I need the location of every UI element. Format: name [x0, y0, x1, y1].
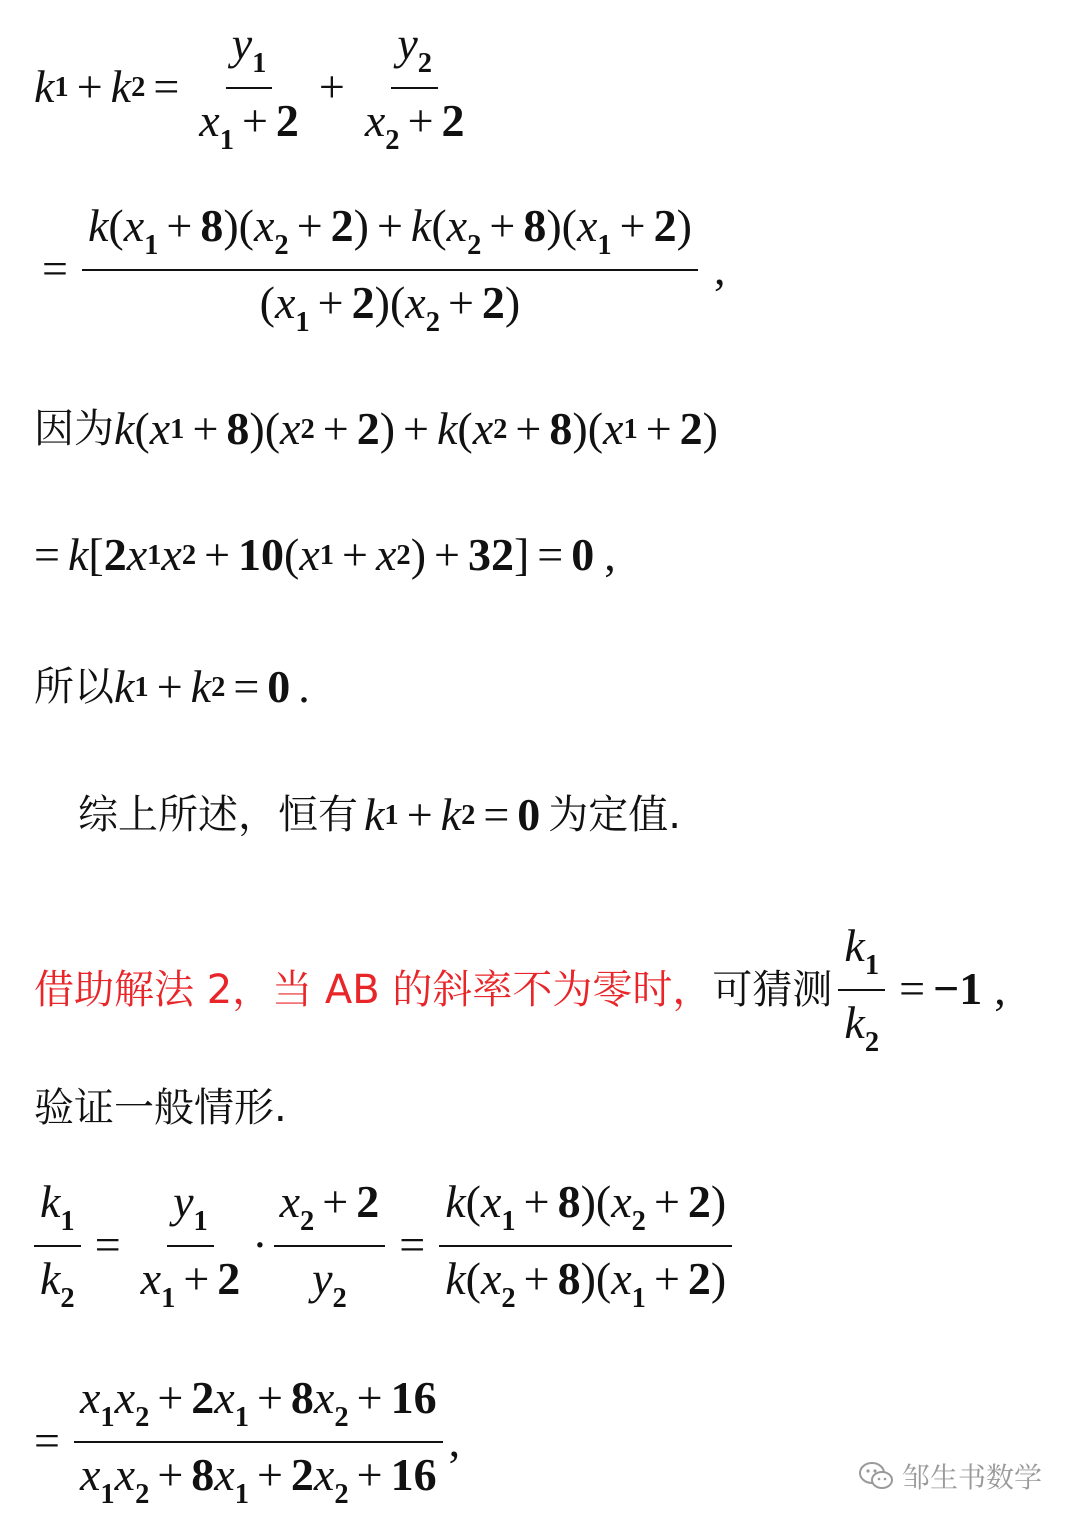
chinese-text: 因为: [34, 406, 114, 453]
math-symbol: k: [364, 789, 385, 840]
math-symbol: k: [87, 200, 109, 251]
subscript: 2: [60, 1282, 75, 1314]
subscript: 1: [60, 1205, 75, 1237]
math-symbol: =: [399, 1219, 426, 1271]
math-symbol: 2: [103, 529, 127, 580]
math-symbol: 2: [356, 403, 380, 454]
math-symbol: ): [504, 276, 521, 328]
math-symbol: 8: [290, 1372, 314, 1423]
math-symbol: x: [611, 1252, 632, 1304]
subscript: 2: [425, 306, 440, 338]
subscript: 1: [54, 71, 69, 103]
math-symbol: ): [374, 276, 390, 328]
math-symbol: x: [364, 94, 386, 146]
math-symbol: +: [241, 94, 268, 146]
math-symbol: 8: [557, 1252, 581, 1304]
math-symbol: 2: [687, 1252, 711, 1304]
math-symbol: y: [397, 18, 418, 69]
subscript: 2: [461, 799, 476, 831]
subscript: 2: [274, 229, 289, 261]
subscript: 1: [631, 1282, 646, 1314]
chinese-text: 所以: [34, 664, 114, 711]
subscript: 2: [300, 1205, 315, 1237]
math-symbol: x: [280, 403, 301, 454]
denominator: [34, 1247, 81, 1316]
denominator: [74, 1443, 443, 1512]
fraction: [359, 18, 471, 157]
denominator: [254, 271, 527, 340]
watermark: [858, 1456, 1042, 1496]
subscript: 2: [385, 124, 400, 156]
math-symbol: (: [431, 200, 447, 251]
math-symbol: 2: [653, 200, 677, 251]
subscript: 1: [252, 47, 267, 79]
subscript: 2: [467, 229, 482, 261]
math-symbol: 8: [523, 200, 547, 251]
math-symbol: ): [410, 529, 427, 580]
math-symbol: 2: [351, 276, 375, 328]
math-symbol: x: [313, 1372, 335, 1423]
math-symbol: =: [537, 529, 564, 580]
math-symbol: ): [223, 200, 239, 251]
math-symbol: ): [353, 200, 369, 251]
subscript: 2: [501, 1282, 516, 1314]
math-symbol: +: [523, 1252, 550, 1304]
math-symbol: x: [279, 1176, 301, 1227]
math-symbol: +: [76, 61, 103, 113]
math-symbol: 8: [200, 200, 224, 251]
subscript: 1: [623, 413, 638, 445]
math-symbol: x: [79, 1448, 101, 1500]
math-symbol: x: [126, 529, 148, 580]
math-symbol: 0: [571, 529, 595, 580]
math-symbol: k: [440, 789, 462, 840]
math-symbol: k: [67, 529, 89, 580]
chinese-text: 综上所述，恒有: [78, 792, 358, 839]
math-symbol: k: [445, 1252, 466, 1304]
math-symbol: +: [447, 276, 474, 328]
math-symbol: x: [140, 1252, 162, 1304]
math-symbol: +: [156, 661, 183, 712]
math-symbol: =: [153, 61, 180, 113]
math-symbol: y: [173, 1176, 194, 1227]
subscript: 1: [134, 671, 149, 703]
math-symbol: x: [199, 94, 220, 146]
math-symbol: =: [899, 963, 926, 1015]
math-symbol: (: [134, 403, 150, 454]
fraction: [274, 1176, 386, 1315]
subscript: 2: [181, 539, 197, 571]
math-symbol: (: [238, 200, 254, 251]
wechat-icon: [858, 1461, 894, 1491]
math-symbol: 2: [687, 1176, 711, 1227]
watermark-text: 邹生书数学: [901, 1461, 1042, 1494]
math-symbol: 2: [441, 94, 465, 146]
math-symbol: +: [157, 1372, 184, 1423]
subscript: 1: [170, 413, 185, 445]
subscript: 1: [100, 1478, 115, 1510]
math-symbol: 2: [481, 276, 505, 328]
chinese-text: 可猜测: [712, 966, 833, 1013]
numerator: [274, 1176, 386, 1247]
math-symbol: x: [480, 1176, 502, 1227]
numerator: [391, 18, 438, 89]
equation-line-1: [34, 18, 477, 157]
subscript: 2: [131, 71, 146, 103]
math-symbol: x: [214, 1372, 235, 1423]
math-symbol: ): [572, 403, 588, 454]
subscript: 1: [193, 1205, 208, 1237]
math-symbol: (: [465, 1176, 481, 1227]
math-symbol: .: [298, 661, 310, 712]
math-symbol: +: [653, 1252, 680, 1304]
math-symbol: +: [515, 403, 542, 454]
math-symbol: =: [94, 1219, 121, 1271]
math-symbol: +: [406, 789, 433, 840]
math-symbol: =: [34, 1415, 60, 1467]
subscript: 2: [135, 1478, 150, 1510]
math-symbol: ,: [604, 529, 616, 580]
denominator: [359, 89, 471, 158]
equation-line-2: [34, 200, 725, 339]
subscript: 1: [147, 539, 162, 571]
math-symbol: (: [389, 276, 406, 328]
math-symbol: (: [595, 1176, 612, 1227]
math-symbol: (: [259, 276, 275, 328]
math-symbol: +: [256, 1448, 283, 1500]
math-symbol: x: [214, 1448, 235, 1500]
math-symbol: +: [645, 403, 672, 454]
math-symbol: 8: [191, 1448, 215, 1500]
math-symbol: +: [523, 1176, 550, 1227]
math-symbol: x: [472, 403, 494, 454]
math-symbol: k: [436, 403, 458, 454]
math-symbol: x: [611, 1176, 632, 1227]
math-symbol: 2: [290, 1448, 314, 1500]
math-symbol: k: [40, 1176, 61, 1227]
math-symbol: +: [619, 200, 646, 251]
math-symbol: ,: [448, 1415, 461, 1467]
conjecture-line: [34, 920, 1006, 1059]
math-symbol: 32: [467, 529, 514, 580]
math-symbol: +: [489, 200, 516, 251]
verify-line: [34, 1086, 287, 1130]
subscript: 1: [234, 1401, 249, 1433]
math-symbol: ,: [994, 963, 1006, 1015]
math-symbol: +: [192, 403, 219, 454]
subscript: 2: [334, 1478, 349, 1510]
math-symbol: x: [313, 1448, 335, 1500]
numerator: [82, 200, 698, 271]
numerator: [439, 1176, 732, 1247]
math-symbol: ): [710, 1252, 727, 1304]
chinese-text: 为定值.: [548, 792, 681, 839]
fraction: [439, 1176, 732, 1315]
math-symbol: 10: [238, 529, 285, 580]
math-symbol: x: [299, 529, 320, 580]
math-symbol: (: [465, 1252, 481, 1304]
subscript: 2: [334, 1401, 349, 1433]
math-symbol: (: [457, 403, 473, 454]
math-symbol: 8: [549, 403, 573, 454]
math-symbol: 16: [390, 1372, 437, 1423]
math-symbol: k: [445, 1176, 466, 1227]
math-symbol: 2: [679, 403, 703, 454]
math-symbol: ]: [513, 529, 530, 580]
subscript: 1: [319, 539, 335, 571]
subscript: 1: [384, 799, 399, 831]
conclusion-line: [78, 790, 681, 841]
highlight-text: 借助解法 2，当 AB 的斜率不为零时，: [34, 966, 713, 1013]
fraction: [838, 920, 885, 1059]
math-symbol: 16: [390, 1448, 437, 1500]
math-symbol: +: [407, 94, 434, 146]
subscript: 2: [631, 1205, 646, 1237]
math-symbol: +: [204, 529, 231, 580]
subscript: 1: [100, 1401, 115, 1433]
subscript: 2: [300, 413, 315, 445]
math-symbol: x: [123, 200, 145, 251]
math-symbol: (: [587, 403, 604, 454]
numerator: [34, 1176, 81, 1247]
numerator: [838, 920, 885, 991]
numerator: [226, 18, 273, 89]
math-symbol: k: [190, 661, 212, 712]
math-symbol: 2: [217, 1252, 241, 1304]
math-symbol: x: [576, 200, 598, 251]
math-symbol: 2: [191, 1372, 215, 1423]
math-symbol: ): [702, 403, 718, 454]
math-symbol: 8: [226, 403, 250, 454]
math-symbol: =: [233, 661, 260, 712]
math-symbol: +: [403, 403, 429, 454]
math-symbol: 0: [517, 789, 541, 840]
math-symbol: =: [483, 789, 510, 840]
denominator: [135, 1247, 247, 1316]
math-symbol: (: [284, 529, 300, 580]
math-symbol: x: [254, 200, 275, 251]
math-symbol: ): [546, 200, 562, 251]
math-symbol: +: [376, 200, 403, 251]
math-symbol: +: [322, 403, 349, 454]
math-symbol: +: [183, 1252, 210, 1304]
subscript: 2: [864, 1026, 880, 1058]
fraction: [193, 18, 305, 157]
math-symbol: +: [653, 1176, 680, 1227]
math-symbol: 8: [557, 1176, 581, 1227]
math-symbol: x: [79, 1372, 101, 1423]
math-symbol: ): [710, 1176, 727, 1227]
denominator: [439, 1247, 732, 1316]
math-symbol: x: [603, 403, 624, 454]
math-symbol: x: [114, 1372, 136, 1423]
math-symbol: x: [149, 403, 171, 454]
math-symbol: +: [317, 276, 344, 328]
math-symbol: +: [322, 1176, 349, 1227]
math-symbol: y: [231, 18, 253, 69]
math-symbol: −1: [933, 963, 983, 1015]
subscript: 1: [501, 1205, 516, 1237]
math-symbol: x: [446, 200, 468, 251]
equation-line-4: [34, 530, 616, 581]
subscript: 1: [295, 306, 310, 338]
denominator: [838, 991, 885, 1060]
math-symbol: ): [580, 1252, 596, 1304]
subscript: 2: [332, 1282, 347, 1314]
equation-line-3: [34, 404, 718, 455]
math-symbol: +: [356, 1372, 383, 1423]
denominator: [193, 89, 305, 158]
math-symbol: (: [595, 1252, 612, 1304]
math-symbol: ): [580, 1176, 596, 1227]
math-symbol: 2: [275, 94, 299, 146]
math-symbol: =: [34, 529, 60, 580]
denominator: [306, 1247, 353, 1316]
fraction: [74, 1372, 443, 1511]
subscript: 2: [493, 413, 508, 445]
math-symbol: ): [379, 403, 396, 454]
fraction: [82, 200, 698, 339]
math-symbol: x: [161, 529, 182, 580]
math-symbol: +: [434, 529, 460, 580]
math-symbol: +: [256, 1372, 283, 1423]
fraction: [135, 1176, 247, 1315]
subscript: 1: [161, 1282, 176, 1314]
math-symbol: 0: [267, 661, 291, 712]
math-symbol: (: [108, 200, 124, 251]
subscript: 1: [234, 1478, 249, 1510]
numerator: [167, 1176, 214, 1247]
math-symbol: k: [844, 920, 865, 971]
math-symbol: k: [410, 200, 432, 251]
math-symbol: +: [157, 1448, 184, 1500]
math-symbol: ·: [252, 1219, 268, 1271]
subscript: 2: [417, 47, 433, 79]
math-symbol: 2: [356, 1176, 380, 1227]
math-symbol: (: [561, 200, 577, 251]
math-symbol: x: [405, 276, 426, 328]
math-symbol: =: [42, 243, 68, 295]
math-symbol: x: [376, 529, 397, 580]
math-symbol: +: [318, 61, 345, 113]
math-symbol: k: [114, 661, 135, 712]
math-symbol: k: [34, 61, 55, 113]
math-symbol: ): [249, 403, 265, 454]
math-symbol: +: [296, 200, 323, 251]
math-symbol: (: [264, 403, 281, 454]
fraction: [34, 1176, 81, 1315]
math-symbol: k: [114, 403, 135, 454]
subscript: 1: [219, 124, 234, 156]
equation-line-9: [34, 1176, 738, 1315]
math-symbol: [: [88, 529, 104, 580]
math-symbol: ): [676, 200, 692, 251]
subscript: 1: [144, 229, 159, 261]
math-symbol: k: [40, 1252, 61, 1304]
subscript: 1: [864, 949, 880, 981]
math-symbol: y: [312, 1252, 333, 1304]
math-symbol: ,: [713, 243, 726, 295]
subscript: 1: [597, 229, 612, 261]
math-symbol: k: [844, 996, 865, 1048]
subscript: 2: [135, 1401, 150, 1433]
subscript: 2: [211, 671, 226, 703]
math-symbol: x: [480, 1252, 502, 1304]
math-symbol: x: [274, 276, 296, 328]
math-symbol: x: [114, 1448, 136, 1500]
math-symbol: +: [166, 200, 193, 251]
math-symbol: 2: [330, 200, 354, 251]
numerator: [74, 1372, 443, 1443]
equation-line-10: [34, 1372, 460, 1511]
equation-line-5: [34, 662, 310, 713]
math-symbol: +: [356, 1448, 383, 1500]
subscript: 2: [396, 539, 411, 571]
chinese-text: 验证一般情形.: [34, 1085, 287, 1131]
math-symbol: k: [110, 61, 132, 113]
math-symbol: +: [342, 529, 368, 580]
